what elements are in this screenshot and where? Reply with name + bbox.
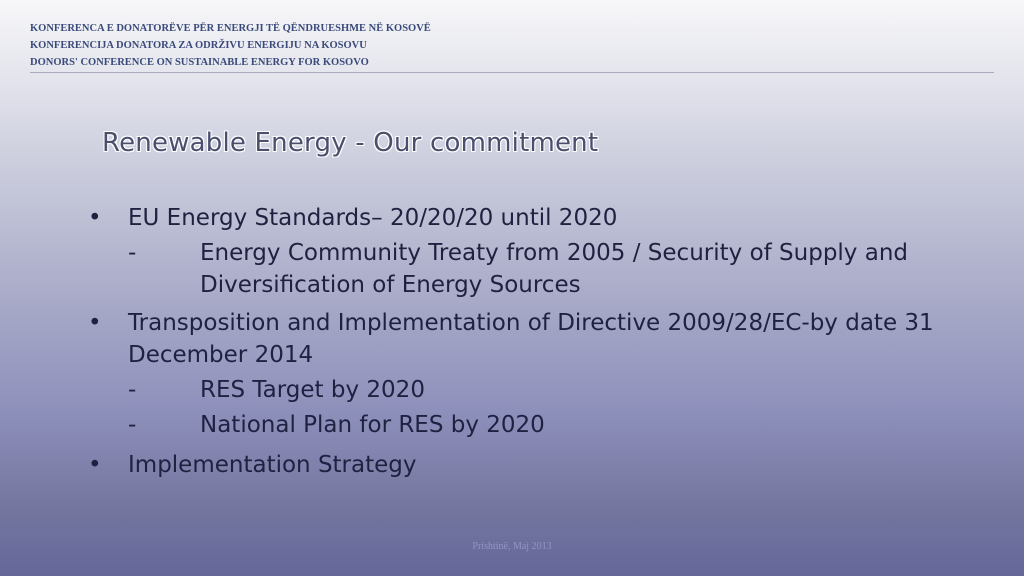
header-line-english: DONORS' CONFERENCE ON SUSTAINABLE ENERGY FOR KOSOVO bbox=[30, 57, 369, 68]
sub-dash: - bbox=[128, 240, 137, 266]
sub-text: RES Target by 2020 bbox=[200, 377, 425, 403]
sub-item bbox=[128, 409, 1004, 441]
sub-text: National Plan for RES by 2020 bbox=[200, 412, 545, 438]
sub-item bbox=[128, 237, 1004, 301]
bullet-text: EU Energy Standards– 20/20/20 until 2020 bbox=[128, 205, 618, 231]
sub-item bbox=[128, 374, 1004, 406]
bullet-item bbox=[84, 449, 1004, 481]
bullet-text: Implementation Strategy bbox=[128, 452, 417, 478]
bullet-dot-icon: • bbox=[88, 310, 102, 336]
slide-content bbox=[84, 198, 1004, 481]
header-divider bbox=[30, 72, 994, 73]
bullet-item bbox=[84, 307, 1004, 371]
footer-location-date: Prishtinë, Maj 2013 bbox=[472, 541, 552, 552]
bullet-dot-icon: • bbox=[88, 452, 102, 478]
bullet-text: Transposition and Implementation of Directive 2009/28/EC-by date 31 December 2014 bbox=[128, 310, 934, 368]
conference-header bbox=[30, 20, 994, 71]
header-line-albanian: KONFERENCA E DONATORËVE PËR ENERGJI TË QËNDRUESHME NË KOSOVË bbox=[30, 23, 431, 34]
header-line-serbian: KONFERENCIJA DONATORA ZA ODRŽIVU ENERGIJU NA KOSOVU bbox=[30, 40, 367, 51]
bullet-dot-icon: • bbox=[88, 205, 102, 231]
sub-dash: - bbox=[128, 412, 137, 438]
sub-dash: - bbox=[128, 377, 137, 403]
sub-text: Energy Community Treaty from 2005 / Security of Supply and Diversification of Energy Sources bbox=[200, 240, 909, 298]
slide-title: Renewable Energy - Our commitment bbox=[102, 128, 599, 158]
bullet-item bbox=[84, 202, 1004, 234]
